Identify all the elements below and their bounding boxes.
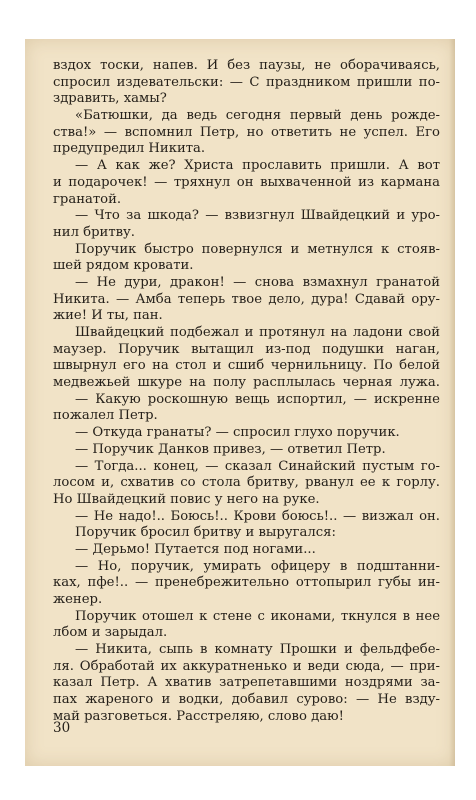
text-line: ства!» — вспомнил Петр, но ответить не успел. Его [53, 124, 440, 140]
text-line: Поручик отошел к стене с иконами, ткнулся в нее [75, 608, 440, 624]
text-line: — Откуда гранаты? — спросил глухо поручик. [75, 425, 400, 441]
book-page [25, 39, 455, 766]
text-line: май разговеться. Расстреляю, слово даю! [53, 708, 344, 724]
text-line: Но Швайдецкий повис у него на руке. [53, 491, 320, 507]
text-line: Поручик быстро повернулся и метнулся к стояв- [75, 241, 440, 257]
text-line: — Тогда... конец, — сказал Синайский пустым го- [75, 458, 440, 474]
text-line: ля. Обработай их аккуратненько и веди сюда, — при- [53, 658, 440, 674]
text-line: — Что за шкода? — взвизгнул Швайдецкий и уро- [75, 208, 440, 224]
text-line: женер. [53, 592, 103, 607]
text-line: Швайдецкий подбежал и протянул на ладони свой [75, 325, 440, 340]
text-line: маузер. Поручик вытащил из-под подушки наган, [53, 341, 440, 357]
page-text [53, 58, 440, 726]
text-line: вздох тоски, напев. И без паузы, не оборачиваясь, [53, 58, 440, 73]
text-line: медвежьей шкуре на полу расплылась черная лужа. [53, 375, 440, 391]
text-line: спросил издевательски: — С праздником пришли по- [53, 74, 440, 90]
page-edge-shadow [449, 39, 455, 766]
text-line: пах жареного и водки, добавил сурово: — Не взду- [53, 692, 440, 708]
text-line: шей рядом кровати. [53, 258, 194, 274]
text-line: ках, пфе!.. — пренебрежительно оттопырил губы ин- [53, 575, 440, 591]
text-line: «Батюшки, да ведь сегодня первый день рожде- [75, 108, 440, 124]
text-line: — Не надо!.. Боюсь!.. Крови боюсь!.. — визжал он. [75, 508, 440, 524]
text-line: жие! И ты, пан. [53, 308, 163, 324]
text-line: нил бритву. [53, 224, 135, 240]
text-line: — Не дури, дракон! — снова взмахнул гранатой [75, 274, 440, 290]
text-line: Поручик бросил бритву и выругался: [75, 525, 336, 541]
text-line: — Какую роскошную вещь испортил, — искренне [75, 391, 440, 407]
text-line: казал Петр. А хватив затрепетавшими ноздрями за- [53, 675, 440, 691]
text-line: гранатой. [53, 191, 122, 207]
text-line: — А как же? Христа прославить пришли. А вот [75, 158, 440, 174]
page-number: 30 [53, 720, 71, 736]
text-line: — Никита, сыпь в комнату Прошки и фельдфебе- [75, 642, 440, 658]
text-line: лбом и зарыдал. [53, 625, 168, 641]
text-line: здравить, хамы? [53, 91, 167, 107]
text-line: швырнул его на стол и сшиб чернильницу. По белой [53, 358, 440, 374]
text-line: — Дерьмо! Путается под ногами... [75, 541, 316, 557]
text-line: предупредил Никита. [53, 141, 206, 157]
text-line: лосом и, схватив со стола бритву, рванул ее к горлу. [53, 475, 440, 491]
text-line: — Но, поручик, умирать офицеру в подштанни- [75, 558, 440, 574]
text-line: — Поручик Данков привез, — ответил Петр. [75, 441, 386, 457]
text-line: Никита. — Амба теперь твое дело, дура! Сдавай ору- [53, 291, 440, 307]
text-line: пожалел Петр. [53, 408, 158, 424]
text-line: и подарочек! — тряхнул он выхваченной из кармана [53, 174, 440, 190]
